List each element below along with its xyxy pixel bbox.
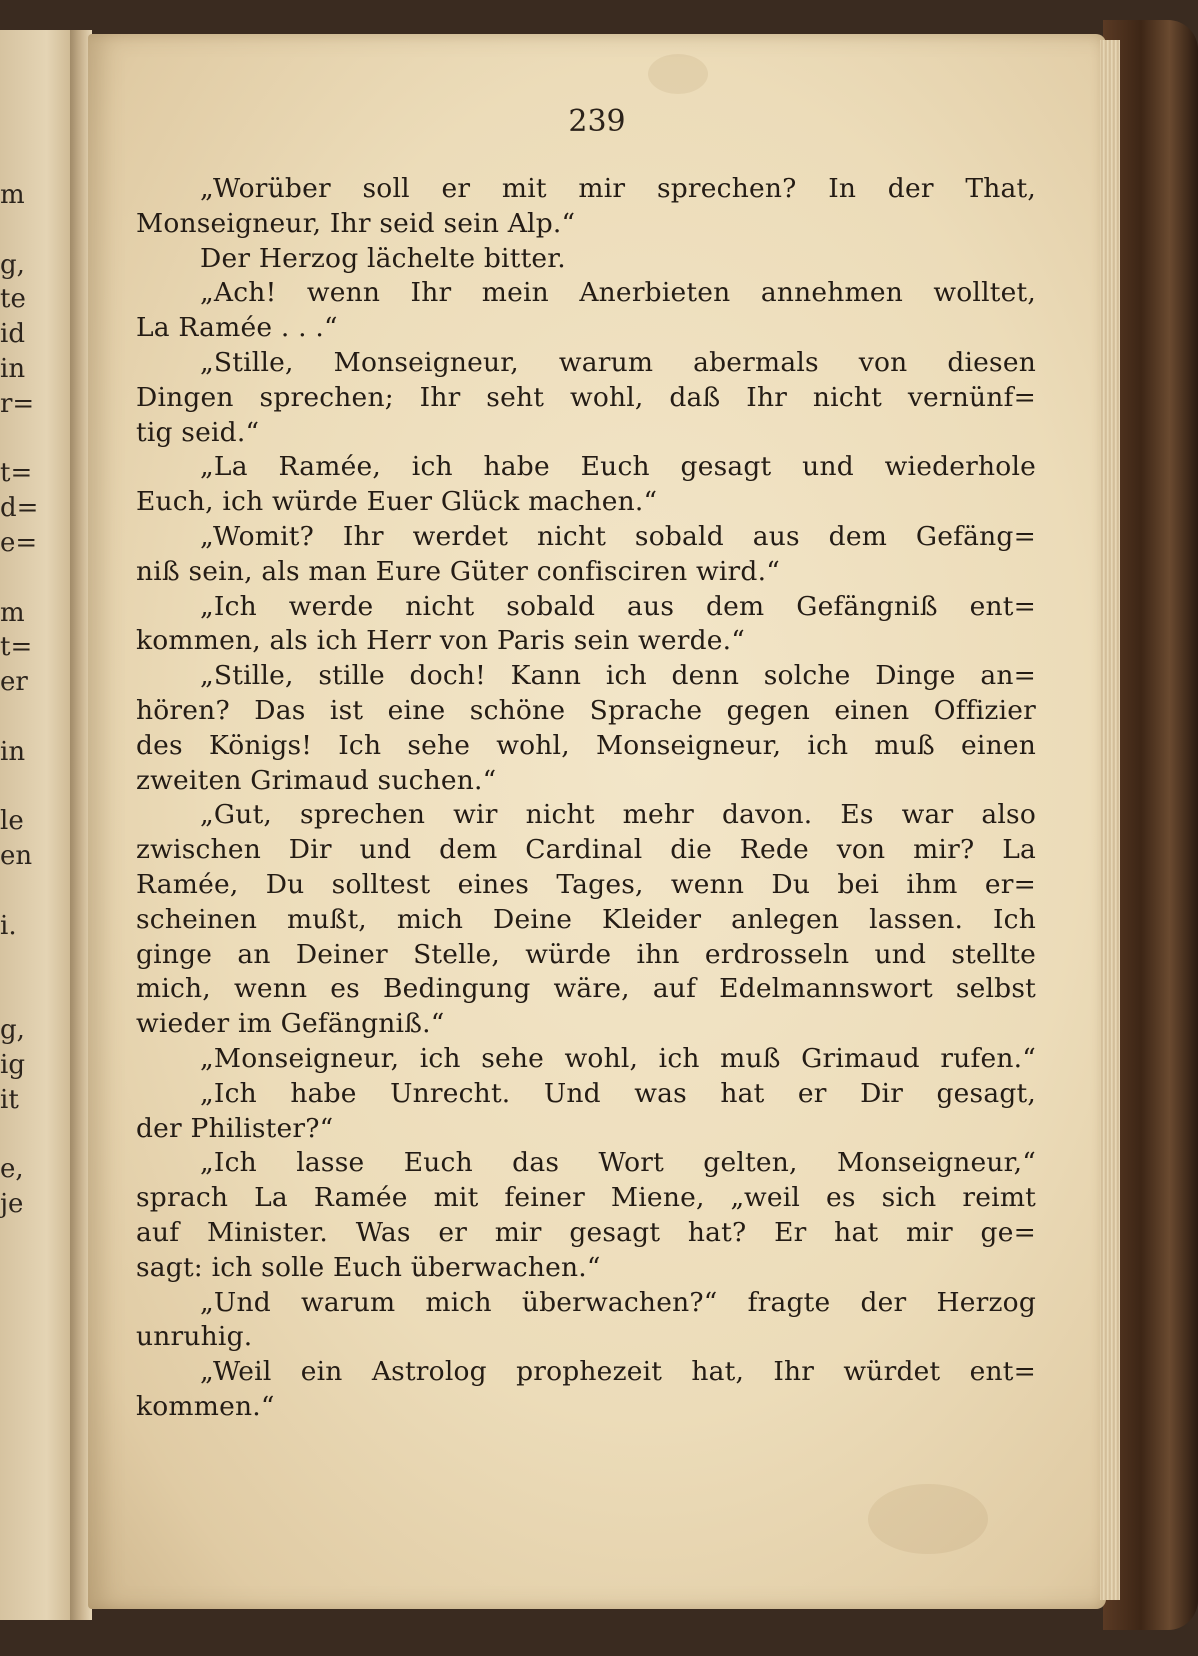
left-page-fragment: en <box>0 841 33 872</box>
right-page <box>88 34 1106 1609</box>
left-page <box>0 30 78 1620</box>
text-line: sagt: ich solle Euch überwachen.“ <box>136 1251 601 1283</box>
text-line: des Königs! Ich sehe wohl, Monseigneur, ich muß einen <box>136 729 1036 761</box>
text-line: zwischen Dir und dem Cardinal die Rede von mir? La <box>136 834 1036 866</box>
text-line: „Monseigneur, ich sehe wohl, ich muß Grimaud rufen.“ <box>200 1042 1036 1074</box>
left-page-fragment: t= <box>0 458 33 489</box>
text-line: „Womit? Ihr werdet nicht sobald aus dem Gefäng= <box>200 520 1036 552</box>
left-page-fragment: m <box>0 180 25 210</box>
left-page-fragment: in <box>0 354 26 384</box>
left-page-fragment: r= <box>0 388 35 419</box>
left-page-fragment: it <box>0 1084 19 1115</box>
text-line: „Worüber soll er mit mir sprechen? In der That, <box>200 173 1036 204</box>
text-line: sprach La Ramée mit feiner Miene, „weil es sich reimt <box>136 1182 1036 1214</box>
left-page-fragment: g, <box>0 249 25 280</box>
text-line: „La Ramée, ich habe Euch gesagt und wiederhole <box>200 451 1036 483</box>
text-line: tig seid.“ <box>136 416 260 448</box>
text-line: Dingen sprechen; Ihr seht wohl, daß Ihr nicht vernünf= <box>136 381 1036 413</box>
left-page-fragment: i. <box>0 910 17 941</box>
left-page-fragment: e= <box>0 528 38 558</box>
text-line: Monseigneur, Ihr seid sein Alp.“ <box>136 207 576 239</box>
text-line: „Und warum mich überwachen?“ fragte der Herzog <box>200 1286 1036 1318</box>
left-page-fragment: le <box>0 806 24 837</box>
left-page-fragment: g, <box>0 1015 25 1046</box>
text-line: hören? Das ist eine schöne Sprache gegen einen Offizier <box>136 694 1036 726</box>
text-line: „Ich werde nicht sobald aus dem Gefängniß ent= <box>200 590 1036 622</box>
page-edges <box>1100 40 1120 1600</box>
left-page-fragment: in <box>0 736 26 767</box>
text-line: La Ramée . . .“ <box>136 312 338 344</box>
text-line: kommen.“ <box>136 1390 275 1422</box>
text-line: niß sein, als man Eure Güter confisciren wird.“ <box>136 555 780 587</box>
text-line: der Philister?“ <box>136 1112 334 1144</box>
left-page-fragment: d= <box>0 493 39 524</box>
text-line: ginge an Deiner Stelle, würde ihn erdrosseln und stellte <box>136 938 1036 970</box>
text-line: „Stille, Monseigneur, warum abermals von diesen <box>200 346 1036 378</box>
text-line: „Stille, stille doch! Kann ich denn solche Dinge an= <box>200 660 1036 692</box>
text-line: wieder im Gefängniß.“ <box>136 1008 445 1040</box>
text-line: „Weil ein Astrolog prophezeit hat, Ihr würdet ent= <box>200 1356 1036 1388</box>
text-line: scheinen mußt, mich Deine Kleider anlegen lassen. Ich <box>136 903 1036 935</box>
left-page-fragment: id <box>0 319 25 350</box>
text-line: „Ich lasse Euch das Wort gelten, Monseigneur,“ <box>200 1147 1036 1179</box>
text-line: Euch, ich würde Euer Glück machen.“ <box>136 486 658 518</box>
text-line: „Ach! wenn Ihr mein Anerbieten annehmen wolltet, <box>200 277 1036 309</box>
left-page-fragment: er <box>0 667 28 698</box>
text-line: „Ich habe Unrecht. Und was hat er Dir gesagt, <box>200 1077 1036 1109</box>
left-page-fragment: e, <box>0 1154 24 1185</box>
text-line: mich, wenn es Bedingung wäre, auf Edelmannswort selbst <box>136 973 1036 1005</box>
page-number: 239 <box>568 104 626 139</box>
left-page-fragment: ig <box>0 1050 25 1080</box>
body-text <box>136 172 1036 1425</box>
left-page-fragment: t= <box>0 632 33 663</box>
text-line: zweiten Grimaud suchen.“ <box>136 764 497 796</box>
text-line: Ramée, Du solltest eines Tages, wenn Du bei ihm er= <box>136 868 1036 900</box>
paper-stain <box>868 1484 988 1554</box>
left-page-fragment: je <box>0 1189 24 1220</box>
text-line: „Gut, sprechen wir nicht mehr davon. Es war also <box>200 799 1036 831</box>
text-line: Der Herzog lächelte bitter. <box>200 242 566 274</box>
left-page-fragment: te <box>0 284 26 315</box>
text-line: auf Minister. Was er mir gesagt hat? Er hat mir ge= <box>136 1216 1036 1248</box>
left-page-fragment: m <box>0 597 25 628</box>
text-line: kommen, als ich Herr von Paris sein werde.“ <box>136 625 746 657</box>
text-line: unruhig. <box>136 1321 253 1353</box>
paper-stain <box>648 54 708 94</box>
